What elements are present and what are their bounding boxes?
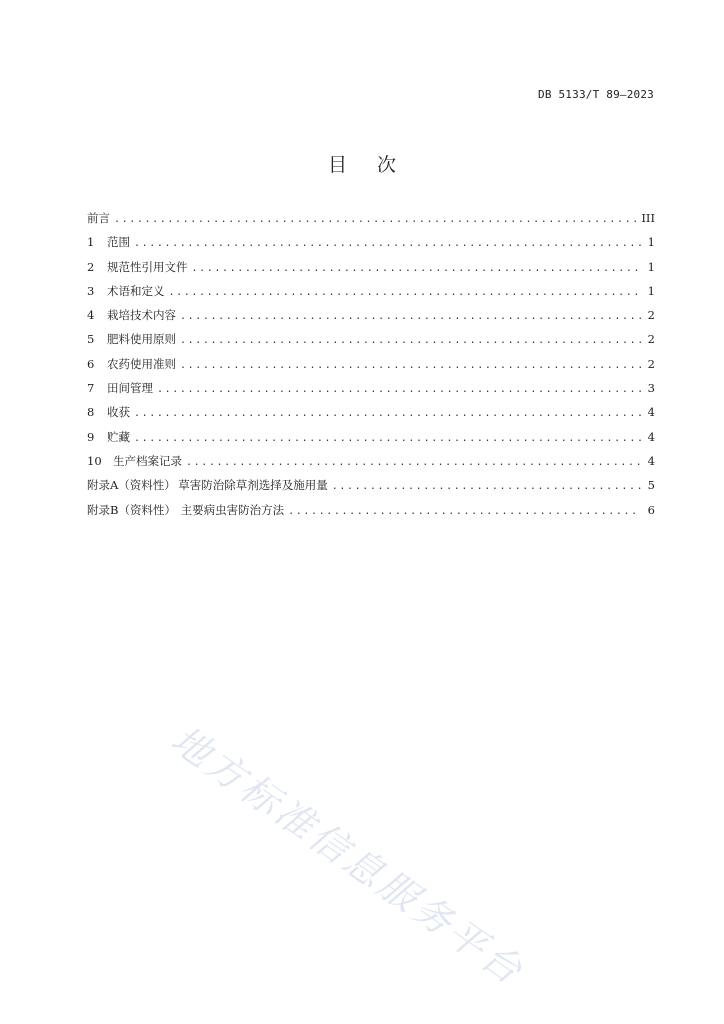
toc-leader-dots	[114, 208, 637, 232]
toc-label: 肥料使用原则	[107, 332, 176, 347]
toc-page-number: III	[641, 211, 655, 225]
toc-entry-foreword[interactable]	[87, 206, 655, 230]
toc-section-number: 9	[87, 429, 95, 444]
toc-entry-8[interactable]	[87, 400, 655, 424]
toc-section-number: 1	[87, 235, 95, 250]
toc-leader-dots	[134, 427, 641, 451]
toc-label: 规范性引用文件	[107, 259, 188, 274]
toc-leader-dots	[134, 402, 641, 426]
toc-page-number: 4	[647, 405, 655, 420]
toc-section-number: 10	[87, 453, 102, 468]
toc-label: 收获	[107, 405, 130, 420]
document-code: DB 5133/T 89—2023	[538, 88, 654, 101]
toc-section-number: 2	[87, 259, 95, 274]
toc-entry-10[interactable]	[87, 449, 655, 473]
watermark: 地方标准信息服务平台	[163, 717, 533, 995]
toc-page-number: 4	[647, 429, 655, 444]
table-of-contents	[87, 206, 655, 522]
toc-section-number: 3	[87, 283, 95, 298]
toc-label: 栽培技术内容	[107, 308, 176, 323]
toc-page-number: 1	[647, 259, 655, 274]
toc-label: 田间管理	[107, 381, 153, 396]
toc-section-number: 4	[87, 308, 95, 323]
toc-entry-appendix-a[interactable]	[87, 473, 655, 497]
toc-entry-7[interactable]	[87, 376, 655, 400]
toc-entry-3[interactable]	[87, 279, 655, 303]
toc-leader-dots	[180, 329, 641, 353]
toc-label: 草害防治除草剂选择及施用量	[178, 478, 328, 493]
toc-label: 范围	[107, 235, 130, 250]
page-title: 目次	[327, 154, 426, 176]
toc-page-number: 1	[647, 235, 655, 250]
toc-page-number: 5	[647, 478, 655, 493]
toc-appendix-prefix: 附录A（资料性）	[87, 478, 176, 493]
toc-page-number: 2	[647, 332, 655, 347]
toc-page-number: 1	[647, 283, 655, 298]
toc-leader-dots	[288, 500, 641, 524]
toc-leader-dots	[180, 305, 641, 329]
toc-leader-dots	[180, 354, 641, 378]
toc-page-number: 3	[647, 381, 655, 396]
toc-label: 生产档案记录	[113, 453, 182, 468]
toc-entry-appendix-b[interactable]	[87, 498, 655, 522]
toc-section-number: 8	[87, 405, 95, 420]
toc-leader-dots	[192, 257, 642, 281]
toc-label: 农药使用准则	[107, 356, 176, 371]
toc-page-number: 2	[647, 308, 655, 323]
toc-label: 主要病虫害防治方法	[180, 502, 285, 517]
toc-leader-dots	[157, 378, 641, 402]
toc-label: 术语和定义	[107, 283, 165, 298]
toc-section-number: 6	[87, 356, 95, 371]
toc-page-number: 2	[647, 356, 655, 371]
toc-leader-dots	[332, 475, 641, 499]
toc-label: 前言	[87, 211, 110, 225]
toc-entry-5[interactable]	[87, 327, 655, 351]
toc-leader-dots	[169, 281, 642, 305]
toc-leader-dots	[134, 232, 641, 256]
toc-entry-6[interactable]	[87, 352, 655, 376]
toc-entry-1[interactable]	[87, 230, 655, 254]
toc-section-number: 7	[87, 381, 95, 396]
toc-page-number: 6	[647, 502, 655, 517]
toc-entry-9[interactable]	[87, 425, 655, 449]
toc-section-number: 5	[87, 332, 95, 347]
toc-entry-2[interactable]	[87, 255, 655, 279]
toc-entry-4[interactable]	[87, 303, 655, 327]
toc-appendix-prefix: 附录B（资料性）	[87, 502, 176, 517]
toc-page-number: 4	[647, 453, 655, 468]
toc-leader-dots	[186, 451, 641, 475]
toc-label: 贮藏	[107, 429, 130, 444]
